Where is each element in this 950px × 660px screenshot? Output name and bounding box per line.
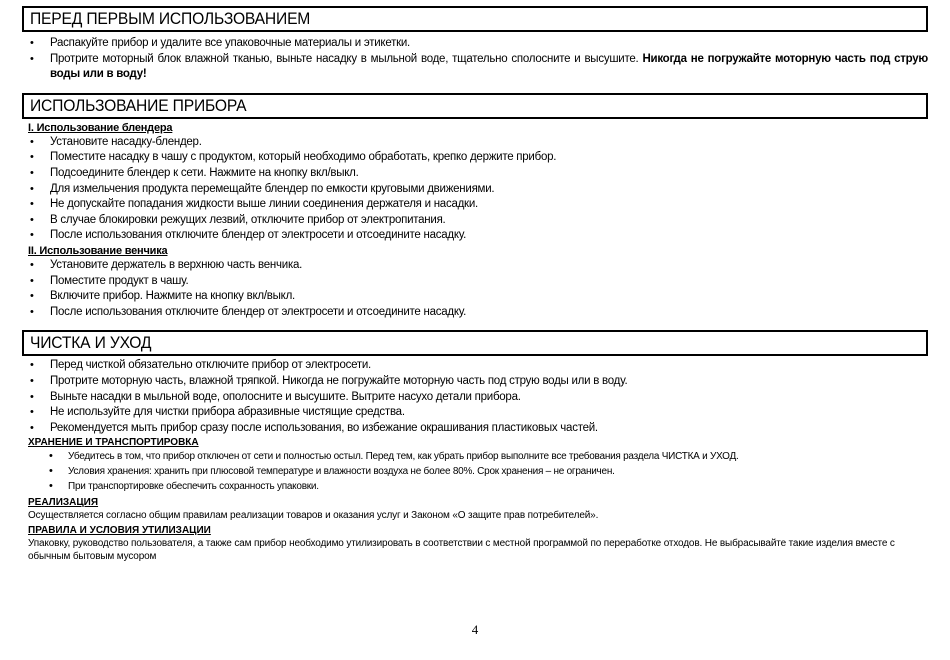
list-item: • При транспортировке обеспечить сохранность упаковки. [22,479,928,494]
whisk-list [22,258,928,320]
list-item: • Распакуйте прибор и удалите все упаковочные материалы и этикетки. [22,36,928,52]
section-heading-cleaning: ЧИСТКА И УХОД [22,330,928,356]
subheading-disposal: ПРАВИЛА И УСЛОВИЯ УТИЛИЗАЦИИ [28,525,211,537]
sales-text: Осуществляется согласно общим правилам реализации товаров и оказания услуг и Законом «О защите прав потребителей». [28,510,599,522]
list-item: • В случае блокировки режущих лезвий, отключите прибор от электропитания. [22,213,928,229]
list-item: • Выньте насадки в мыльной воде, ополосните и высушите. Вытрите насухо детали прибора. [22,390,928,406]
cleaning-list [22,358,928,436]
list-item: • Убедитесь в том, что прибор отключен от сети и полностью остыл. Перед тем, как убрать прибор выполните все требования раздела ЧИСТКА и УХОД. [22,449,928,464]
before-use-list [22,36,928,83]
document-page [22,6,928,563]
list-item: • Установите насадку-блендер. [22,135,928,151]
list-item: • Условия хранения: хранить при плюсовой температуре и влажности воздуха не более 80%. Срок хранения – не ограничен. [22,464,928,479]
warning-text: Никогда не погружайте моторную часть под струю воды или в воду! [50,52,928,81]
list-item: • Включите прибор. Нажмите на кнопку вкл/выкл. [22,289,928,305]
blender-list [22,135,928,244]
section-heading-before-first-use: ПЕРЕД ПЕРВЫМ ИСПОЛЬЗОВАНИЕМ [22,6,928,32]
section-heading-usage: ИСПОЛЬЗОВАНИЕ ПРИБОРА [22,93,928,119]
list-item: • Перед чисткой обязательно отключите прибор от электросети. [22,358,928,374]
subheading-storage: ХРАНЕНИЕ И ТРАНСПОРТИРОВКА [28,437,199,449]
subheading-whisk: II. Использование венчика [28,244,168,257]
list-item: • Поместите продукт в чашу. [22,274,928,290]
list-item: • Протрите моторную часть, влажной тряпкой. Никогда не погружайте моторную часть под струю воды или в воду. [22,374,928,390]
disposal-text: Упаковку, руководство пользователя, а также сам прибор необходимо утилизировать в соответствии с местной программой по переработке отходов. Не выбрасывайте такие изделия вместе с обычным бытовым мусором [28,538,895,563]
list-item: • Для измельчения продукта перемещайте блендер по емкости круговыми движениями. [22,182,928,198]
list-item: • После использования отключите блендер от электросети и отсоедините насадку. [22,228,928,244]
subheading-blender: I. Использование блендера [28,121,173,134]
list-item: • Не допускайте попадания жидкости выше линии соединения держателя и насадки. [22,197,928,213]
list-item-text: Протрите моторный блок влажной тканью, выньте насадку в мыльной воде, тщательно сполосните и высушите. [50,52,643,65]
list-item: • Не используйте для чистки прибора абразивные чистящие средства. [22,405,928,421]
subheading-sales: РЕАЛИЗАЦИЯ [28,497,99,509]
list-item: • Подсоедините блендер к сети. Нажмите на кнопку вкл/выкл. [22,166,928,182]
page-number: 4 [471,622,479,637]
storage-list [22,449,928,494]
list-item: • После использования отключите блендер от электросети и отсоедините насадку. [22,305,928,321]
list-item [22,52,928,83]
list-item: • Рекомендуется мыть прибор сразу после использования, во избежание окрашивания пластиковых частей. [22,421,928,437]
list-item: • Поместите насадку в чашу с продуктом, который необходимо обработать, крепко держите прибор. [22,150,928,166]
list-item: • Установите держатель в верхнюю часть венчика. [22,258,928,274]
